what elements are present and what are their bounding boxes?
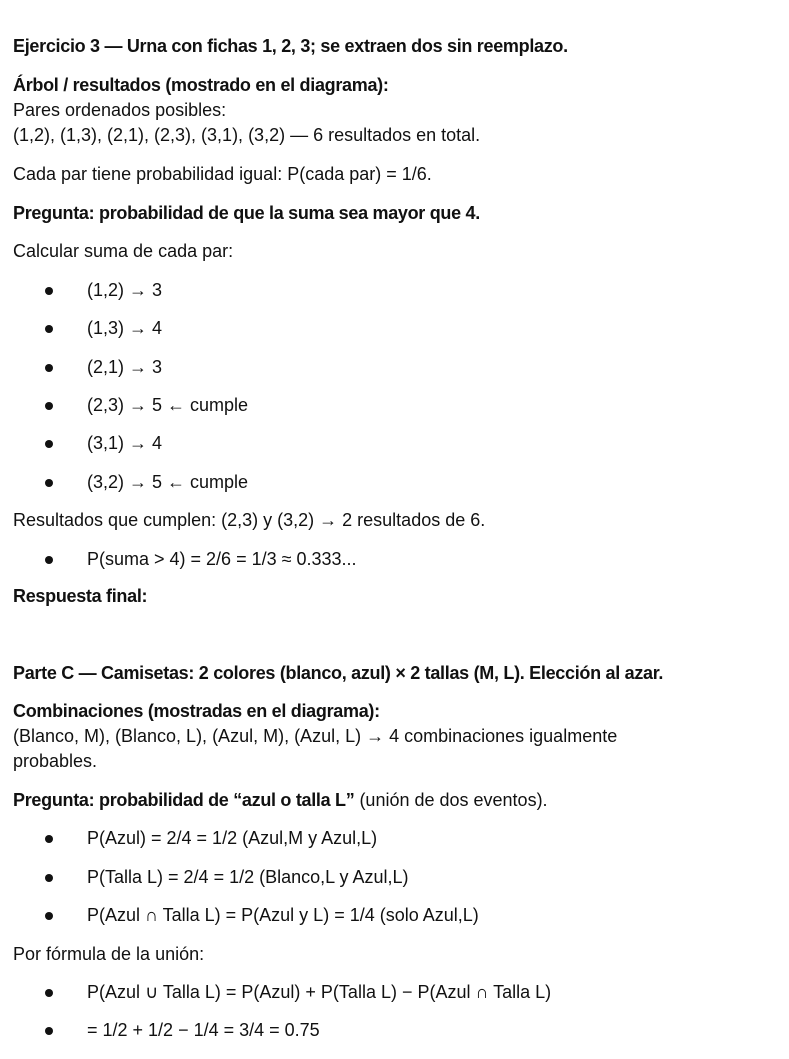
sum-item: (3,1) → 4 [87,433,163,453]
question-sum: Pregunta: probabilidad de que la suma sea mayor que 4. [13,203,480,223]
bullet-icon [45,402,53,410]
combos-heading: Combinaciones (mostradas en el diagrama): [13,701,380,721]
sum-item: (2,3) → 5 ← cumple [87,395,249,415]
list-item [0,394,789,420]
results-line: Resultados que cumplen: (2,3) y (3,2) → 2 resultados de 6. [13,510,486,530]
part-c-title: Parte C — Camisetas: 2 colores (blanco, azul) × 2 tallas (M, L). Elección al azar. [13,663,664,683]
bullet-icon [45,989,53,997]
question-union [13,789,548,811]
bullet-icon [45,835,53,843]
union-result: = 1/2 + 1/2 − 1/4 = 3/4 = 0.75 [87,1020,320,1040]
list-item [0,279,789,305]
bullet-icon [45,1027,53,1035]
prob-item: P(Talla L) = 2/4 = 1/2 (Blanco,L y Azul,L) [87,867,409,887]
equal-probability: Cada par tiene probabilidad igual: P(cada par) = 1/6. [13,164,432,184]
list-item [0,356,789,382]
list-item [0,471,789,497]
sum-item: (1,3) → 4 [87,318,163,338]
exercise-3-title: Ejercicio 3 — Urna con fichas 1, 2, 3; se extraen dos sin reemplazo. [13,36,568,56]
calc-label: Calcular suma de cada par: [13,241,234,261]
tree-heading: Árbol / resultados (mostrado en el diagrama): [13,75,389,95]
list-item [0,904,789,930]
pairs-label: Pares ordenados posibles: [13,100,227,120]
list-item [0,1019,789,1045]
sum-item: (1,2) → 3 [87,280,163,300]
bullet-icon [45,325,53,333]
question-union-rest: (unión de dos eventos). [354,790,548,810]
list-item [0,548,789,574]
bullet-icon [45,479,53,487]
bullet-icon [45,287,53,295]
prob-item: P(Azul) = 2/4 = 1/2 (Azul,M y Azul,L) [87,828,378,848]
list-item [0,866,789,892]
pairs-list: (1,2), (1,3), (2,1), (2,3), (3,1), (3,2) — 6 resultados en total. [13,125,481,145]
bullet-icon [45,364,53,372]
question-union-bold: Pregunta: probabilidad de “azul o talla L” [13,790,355,810]
probability-result: P(suma > 4) = 2/6 = 1/3 ≈ 0.333... [87,549,357,569]
sum-item: (2,1) → 3 [87,357,163,377]
bullet-icon [45,912,53,920]
sum-item: (3,2) → 5 ← cumple [87,472,249,492]
prob-item: P(Azul ∩ Talla L) = P(Azul y L) = 1/4 (solo Azul,L) [87,905,479,925]
list-item [0,981,789,1007]
bullet-icon [45,440,53,448]
combos-line-2: probables. [13,751,98,771]
final-answer-label: Respuesta final: [13,586,148,606]
list-item [0,432,789,458]
union-formula: P(Azul ∪ Talla L) = P(Azul) + P(Talla L) − P(Azul ∩ Talla L) [87,982,552,1002]
combos-line-1: (Blanco, M), (Blanco, L), (Azul, M), (Azul, L) → 4 combinaciones igualmente [13,726,618,746]
bullet-icon [45,556,53,564]
list-item [0,827,789,853]
list-item [0,317,789,343]
bullet-icon [45,874,53,882]
union-label: Por fórmula de la unión: [13,944,205,964]
